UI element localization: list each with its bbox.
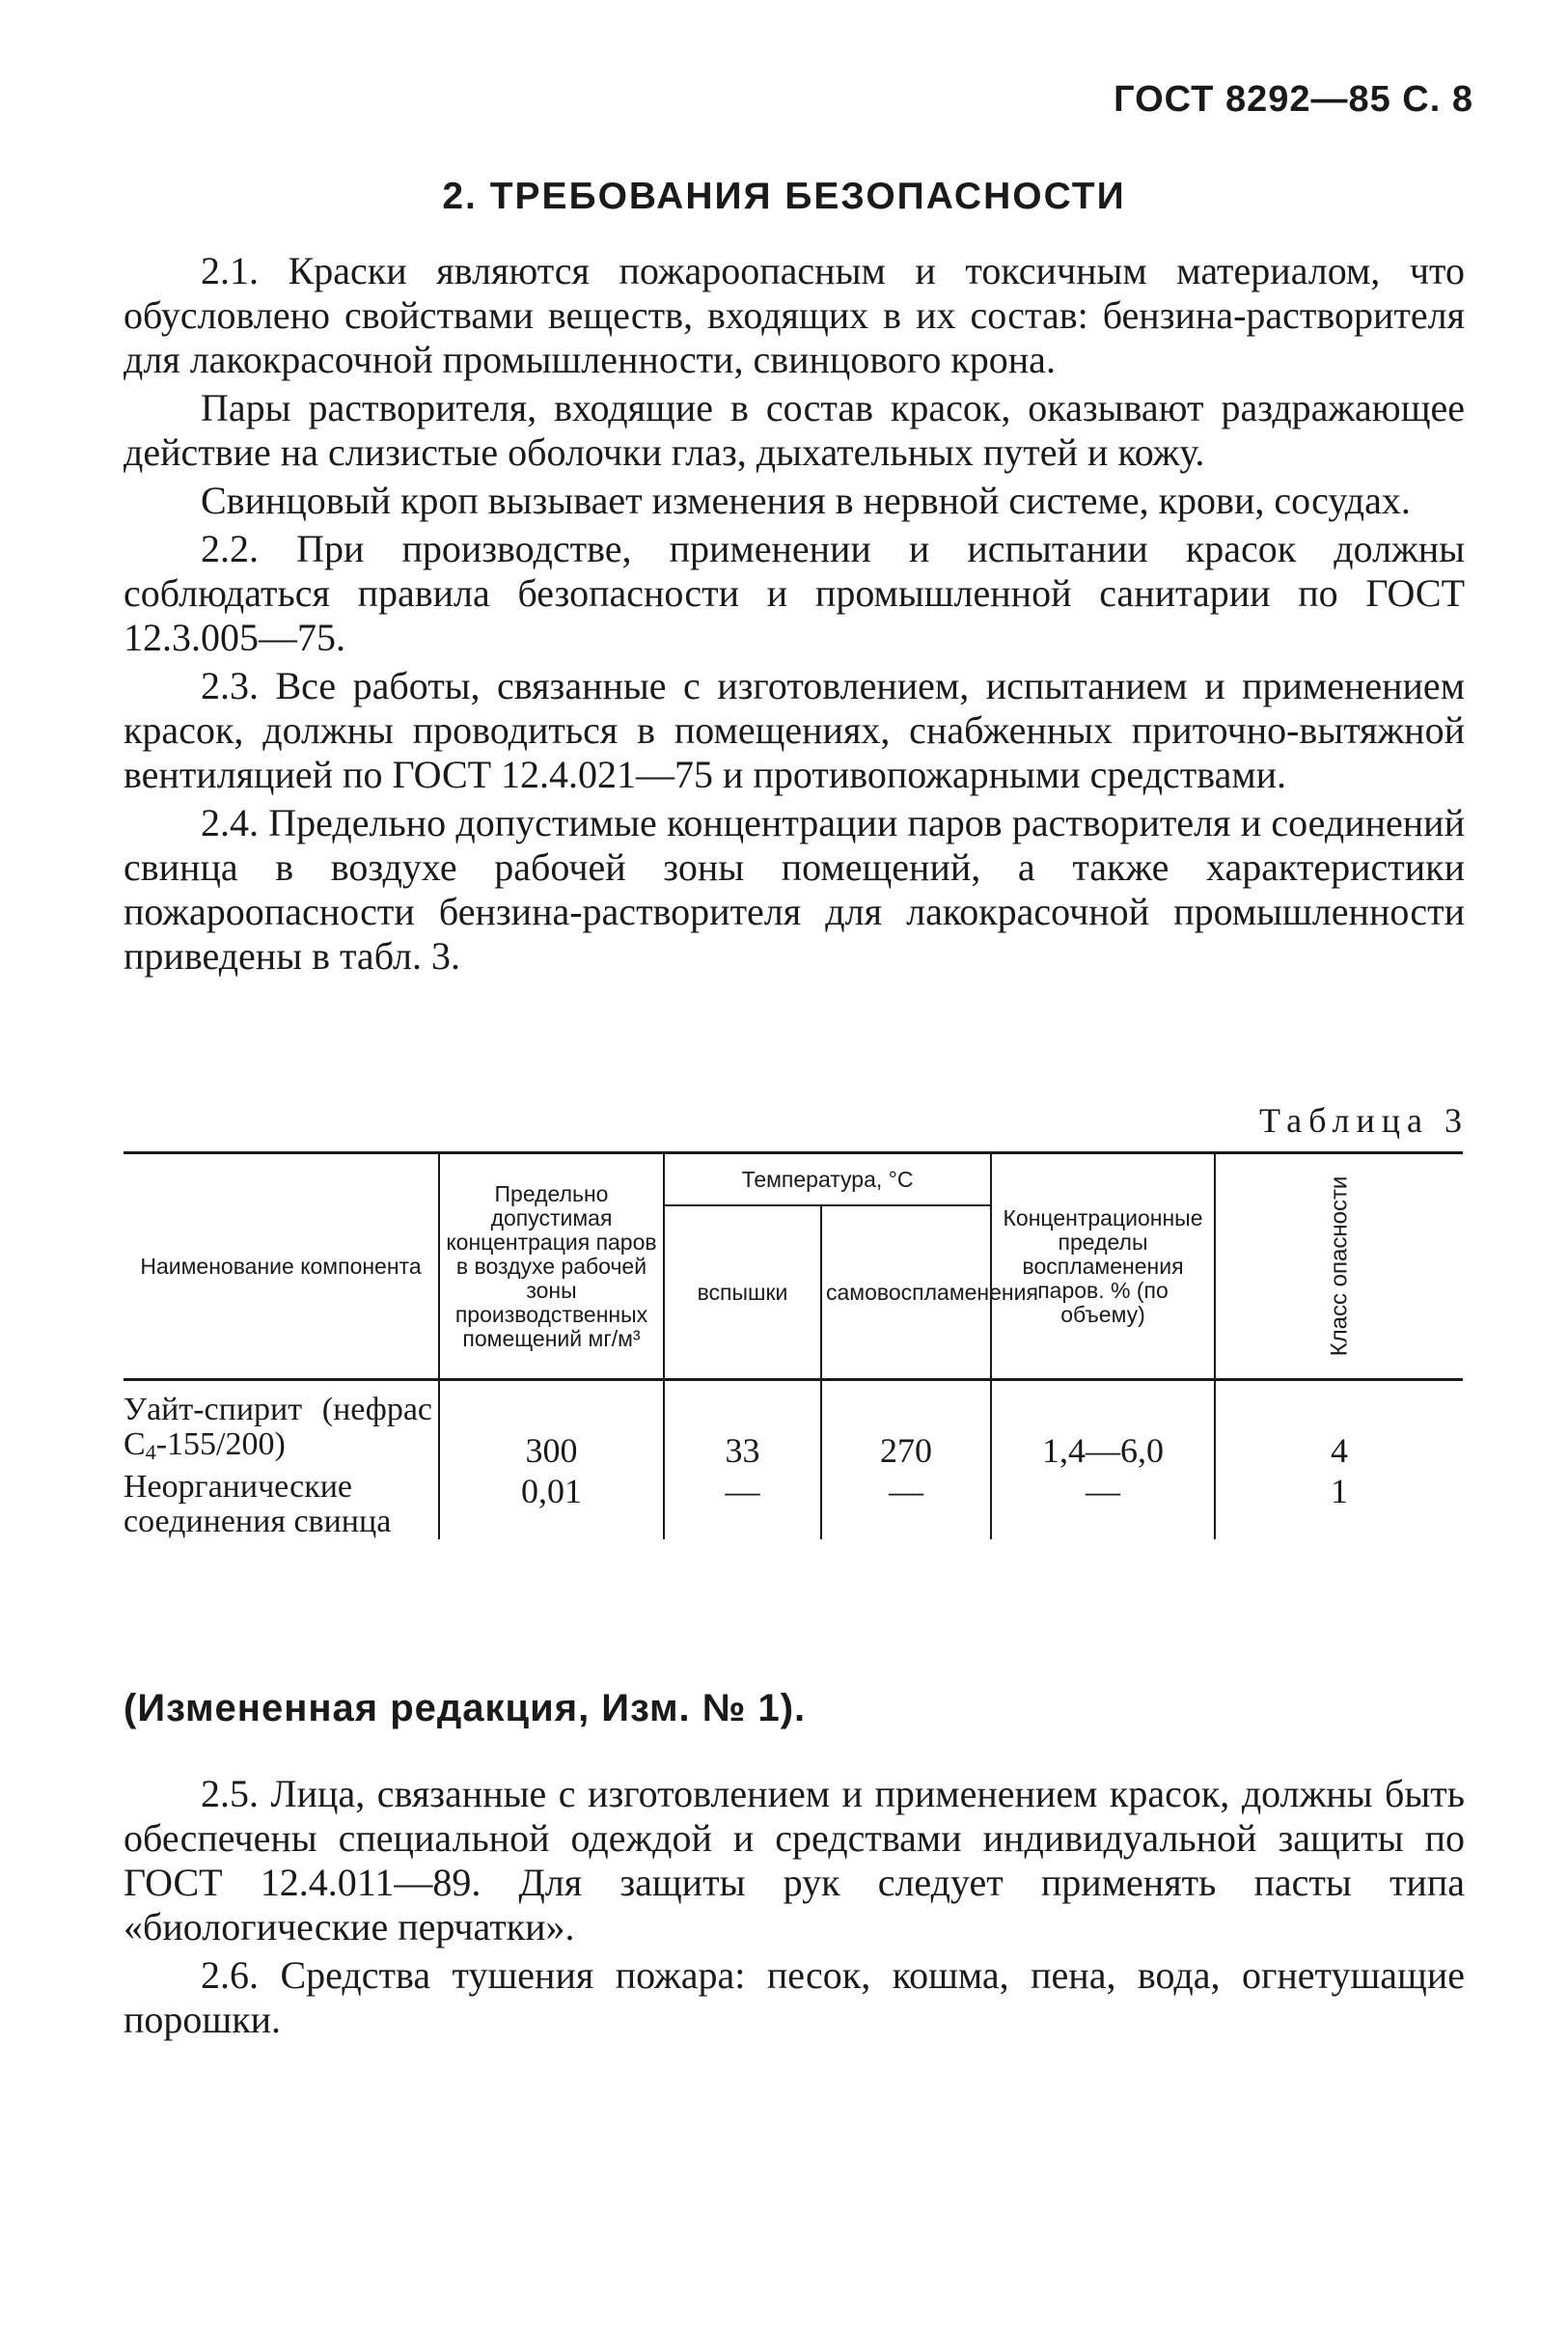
cell-autoignition: 270 — [821, 1393, 991, 1470]
cell-class: 1 — [1215, 1470, 1463, 1539]
paragraph-2-3: 2.3. Все работы, связанные с изготовлением, испытанием и применением красок, должны проводиться в помещениях, снабженных приточно-вытяжной вентиляцией по ГОСТ 12.4.021—75 и противопожарными средствами. — [124, 664, 1465, 796]
cell-flash: — — [664, 1470, 821, 1539]
cell-name: Неорганические соединения свинца — [124, 1470, 439, 1539]
section-body-continued — [124, 1772, 1465, 2046]
header-component: Наименование компонента — [124, 1153, 439, 1380]
paragraph-lead-chromate: Свинцовый кроп вызывает изменения в нервной системе, крови, сосудах. — [201, 479, 1411, 522]
paragraph-2-4: 2.4. Предельно допустимые концентрации паров растворителя и соединений свинца в воздухе рабочей зоны помещений, а также характеристики пожароопасности бензина-растворителя для лакокрасочной промышленности приведены в табл. 3. — [124, 801, 1465, 978]
hazard-table — [124, 1151, 1463, 1539]
amendment-note: (Измененная редакция, Изм. № 1). — [124, 1687, 807, 1729]
section-body — [124, 249, 1465, 982]
hazard-class-label: Класс опасности — [1326, 1175, 1353, 1357]
paragraph-2-5: 2.5. Лица, связанные с изготовлением и применением красок, должны быть обеспечены специальной одеждой и средствами индивидуальной защиты по ГОСТ 12.4.011—89. Для защиты рук следует применять пасты типа «биологические перчатки». — [124, 1772, 1465, 1948]
cell-limits: 1,4—6,0 — [991, 1393, 1215, 1470]
cell-mac: 0,01 — [439, 1470, 664, 1539]
table-row — [124, 1470, 1463, 1539]
paragraph-2-6: 2.6. Средства тушения пожара: песок, кошма, пена, вода, огнетушащие порошки. — [124, 1953, 1465, 2041]
cell-limits: — — [991, 1470, 1215, 1539]
cell-class: 4 — [1215, 1393, 1463, 1470]
cell-autoignition: — — [821, 1470, 991, 1539]
table-caption: Таблица 3 — [1259, 1101, 1469, 1140]
header-flash: вспышки — [664, 1205, 821, 1380]
header-autoignition: самовоспламенения — [821, 1205, 991, 1380]
header-mac: Предельно допустимая концентрация паров в воздухе рабочей зоны производственных помещений мг/м³ — [439, 1153, 664, 1380]
cell-mac: 300 — [439, 1393, 664, 1470]
header-limits: Концентрационные пределы воспламенения паров. % (по объему) — [991, 1153, 1215, 1380]
section-title: 2. ТРЕБОВАНИЯ БЕЗОПАСНОСТИ — [442, 176, 1126, 217]
header-hazard-class — [1215, 1153, 1463, 1380]
paragraph-2-1: 2.1. Краски являются пожароопасным и токсичным материалом, что обусловлено свойствами веществ, входящих в их состав: бензина-растворителя для лакокрасочной промышленности, свинцового крона. — [124, 249, 1465, 381]
page-header: ГОСТ 8292—85 С. 8 — [1114, 79, 1473, 120]
cell-name: Уайт-спирит (нефрас С4-155/200) — [124, 1393, 439, 1470]
paragraph-2-2: 2.2. При производстве, применении и испытании красок должны соблюдаться правила безопасности и промышленной санитарии по ГОСТ 12.3.005—75. — [124, 527, 1465, 659]
header-temperature: Температура, °С — [664, 1153, 991, 1206]
cell-flash: 33 — [664, 1393, 821, 1470]
table-row — [124, 1393, 1463, 1470]
paragraph-vapors: Пары растворителя, входящие в состав красок, оказывают раздражающее действие на слизистые оболочки глаз, дыхательных путей и кожу. — [124, 386, 1465, 474]
